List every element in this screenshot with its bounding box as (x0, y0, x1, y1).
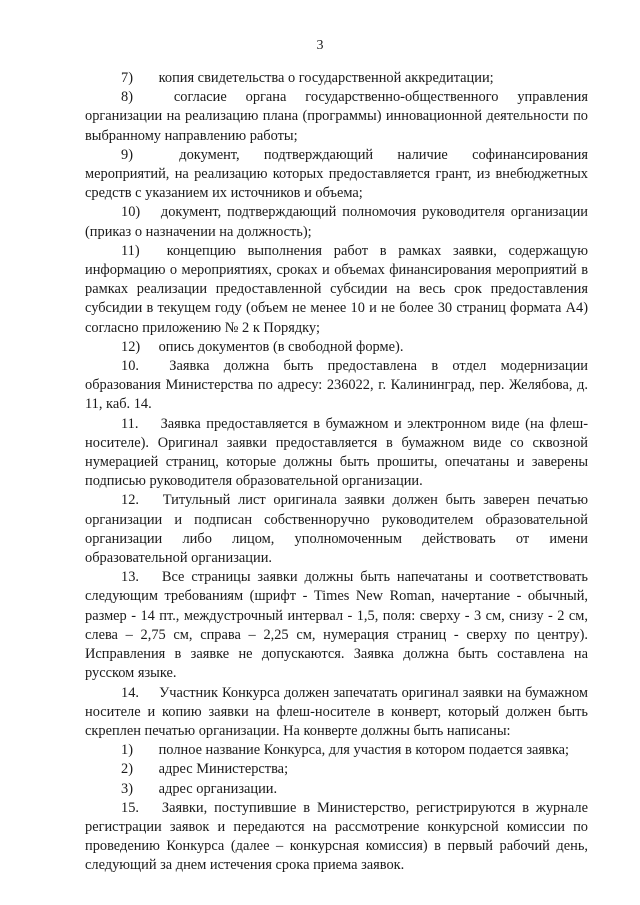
clause-number: 13. (121, 569, 139, 586)
page-number: 3 (316, 38, 324, 53)
item-number: 9) (121, 146, 133, 163)
item-number: 1) (121, 742, 133, 759)
list-item-9 (85, 146, 588, 204)
item-text: адрес организации. (158, 780, 278, 797)
clause-number: 10. (121, 358, 139, 375)
clause-text: Заявки, поступившие в Министерство, регистрируются в журнале регистрации заявок и передаются на рассмотрение конкурсной комиссии по проведению Конкурса (далее – конкурсная комиссия) в первый рабочий день, следующий за днем истечения срока приема заявок. (85, 799, 588, 874)
clause-text: Заявка предоставляется в бумажном и электронном виде (на флеш-носителе). Оригинал заявки предоставляется в бумажном виде со сквозной нумерацией страниц, которые должны быть прошиты, опечатаны и заверены подписью руководителя образовательной организации. (85, 415, 588, 490)
clause-number: 12. (121, 492, 139, 509)
clause-14 (85, 684, 588, 742)
list-item-12 (85, 338, 588, 357)
list-item-10 (85, 203, 588, 241)
clause-15 (85, 799, 588, 876)
item-number: 11) (121, 242, 140, 259)
item-number: 10) (121, 204, 141, 221)
item-text: полное название Конкурса, для участия в котором подается заявка; (158, 742, 570, 759)
document-body (85, 69, 588, 876)
item-text: копия свидетельства о государственной аккредитации; (158, 70, 494, 86)
clause-10 (85, 357, 588, 415)
list-item-11 (85, 242, 588, 338)
item-number: 12) (121, 338, 141, 355)
envelope-item-1 (85, 741, 588, 760)
clause-text: Титульный лист оригинала заявки должен быть заверен печатью организации и подписан собственноручно руководителем образовательной организации либо лицом, уполномоченным действовать от имени образовательной организации. (85, 492, 588, 567)
item-text: согласие органа государственно-общественного управления организации на реализацию плана (программы) инновационной деятельности по выбранному направлению работы; (85, 89, 588, 144)
clause-12 (85, 491, 588, 568)
clause-text: Заявка должна быть предоставлена в отдел модернизации образования Министерства по адресу: 236022, г. Калининград, пер. Желябова, д. 11, каб. 14. (85, 358, 588, 413)
list-item-7 (85, 69, 588, 88)
item-number: 7) (121, 70, 133, 86)
envelope-item-3 (85, 780, 588, 799)
list-item-8 (85, 88, 588, 146)
clause-13 (85, 568, 588, 683)
item-text: документ, подтверждающий полномочия руководителя организации (приказ о назначении на должность); (85, 204, 588, 240)
clause-number: 15. (121, 799, 139, 816)
item-text: концепцию выполнения работ в рамках заявки, содержащую информацию о мероприятиях, сроках и объемах финансирования мероприятий в рамках реализации предоставленной субсидии на весь срок предоставления субсидии в текущем году (объем не менее 10 и не более 30 страниц формата А4) согласно приложению № 2 к Порядку; (85, 242, 588, 336)
item-number: 8) (121, 89, 133, 106)
clause-text: Участник Конкурса должен запечатать оригинал заявки на бумажном носителе и копию заявки на флеш-носителе в конверт, который должен быть скреплен печатью организации. На конверте должны быть написаны: (85, 684, 588, 739)
clause-number: 11. (121, 415, 139, 432)
envelope-item-2 (85, 760, 588, 779)
item-number: 3) (121, 780, 133, 797)
item-text: документ, подтверждающий наличие софинансирования мероприятий, на реализацию которых предоставляется грант, из внебюджетных средств с указанием их источников и объема; (85, 146, 588, 202)
item-text: адрес Министерства; (158, 761, 289, 778)
item-number: 2) (121, 761, 133, 778)
clause-text: Все страницы заявки должны быть напечатаны и соответствовать следующим требованиям (шрифт - Times New Roman, начертание - обычный, размер - 14 пт., междустрочный интервал - 1,5, поля: сверху - 3 см, снизу - 2 см, слева – 2,75 см, справа – 2,25 см, нумерация страниц - сверху по центру). Исправления в заявке не допускаются. Заявка должна быть составлена на русском языке. (85, 569, 588, 682)
clause-11 (85, 415, 588, 492)
clause-number: 14. (121, 684, 139, 701)
item-text: опись документов (в свободной форме). (158, 338, 404, 355)
